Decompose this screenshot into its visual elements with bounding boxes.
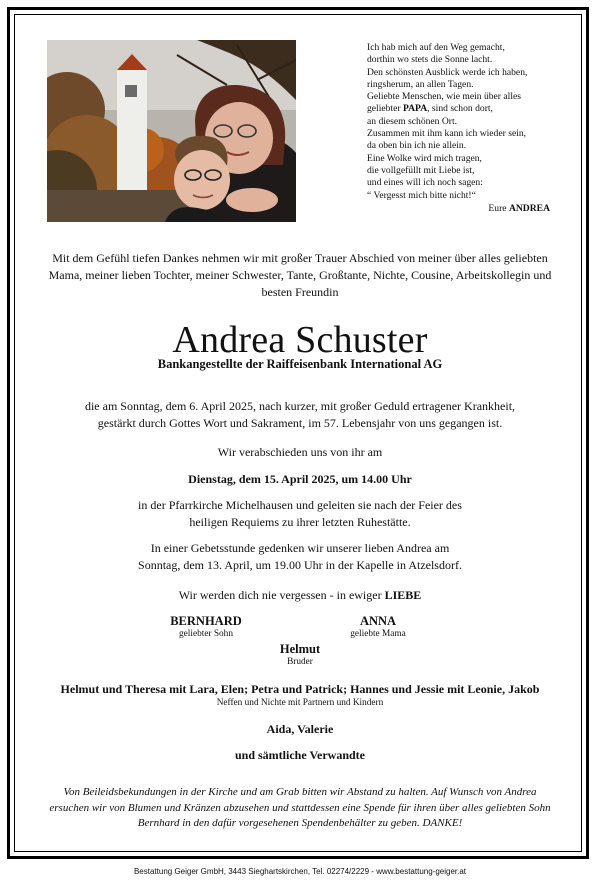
prayer-line: Sonntag, dem 13. April, um 19.00 Uhr in der Kapelle in Atzelsdorf. — [138, 558, 462, 572]
church-line: in der Pfarrkirche Michelhausen und geleiten sie nach der Feier des — [138, 498, 462, 512]
brother-relation: Bruder — [287, 657, 313, 667]
poem-line: Ich hab mich auf den Weg gemacht, — [367, 42, 505, 53]
nephews-relation: Neffen und Nichte mit Partnern und Kindern — [216, 698, 384, 708]
poem — [367, 42, 567, 215]
other-names: Aida, Valerie — [266, 722, 334, 736]
poem-line — [367, 103, 567, 115]
poem-line: Eine Wolke wird mich tragen, — [367, 152, 482, 164]
death-line: gestärkt durch Gottes Wort und Sakrament, im 57. Lebensjahr von uns gegangen ist. — [97, 416, 503, 430]
poem-line: “ Vergesst mich bitte nicht!“ — [367, 189, 476, 201]
signature-prefix: Eure — [488, 202, 507, 214]
church-info — [40, 497, 560, 531]
never-forget-text: Wir werden dich nie vergessen - in ewiger — [178, 588, 382, 602]
poem-signature — [367, 203, 567, 215]
poem-line: ringsherum, an allen Tagen. — [367, 78, 474, 90]
signature-name: ANDREA — [508, 202, 550, 214]
death-notice — [40, 398, 560, 432]
poem-line: die vollgefüllt mit Liebe ist, — [367, 164, 475, 176]
poem-line: Den schönsten Ausblick werde ich haben, — [367, 66, 528, 78]
poem-line: an diesem schönen Ort. — [367, 115, 458, 127]
footer: Bestattung Geiger GmbH, 3443 Sieghartskirchen, Tel. 02274/2229 - www.bestattung-geiger.at — [133, 867, 467, 876]
never-forget — [40, 587, 560, 604]
son-relation: geliebter Sohn — [179, 629, 233, 639]
poem-papa-word: PAPA — [402, 103, 428, 115]
death-line: die am Sonntag, dem 6. April 2025, nach kurzer, mit großer Geduld ertragener Krankheit, — [84, 399, 516, 413]
poem-papa-line: geliebter PAPA, sind schon dort, — [367, 103, 493, 115]
son-name: BERNHARD — [170, 614, 242, 628]
intro-text: Mit dem Gefühl tiefen Dankes nehmen wir mit großer Trauer Abschied von meiner über alles geliebten Mama, meiner lieben Tochter, meiner Schwester, Tante, Großtante, Nichte, Cousine, Arbeitskollegin und besten Freundin — [48, 251, 552, 300]
closing-note: Von Beileidsbekundungen in der Kirche und am Grab bitten wir Abstand zu halten. Auf Wunsch von Andrea ersuchen wir von Blumen und Kränzen abzusehen und stattdessen eine Spende für ihren über alles geliebten Sohn Bernhard in den dafür vorgesehenen Spendenbehälter zu geben. DANKE! — [49, 786, 551, 829]
mother-relation: geliebte Mama — [350, 629, 406, 639]
relatives: und sämtliche Verwandte — [234, 748, 365, 762]
nephews-names: Helmut und Theresa mit Lara, Elen; Petra und Patrick; Hannes und Jessie mit Leonie, Jakob — [60, 682, 540, 696]
never-forget-word: LIEBE — [384, 588, 422, 602]
mother-name: ANNA — [359, 614, 397, 628]
poem-line: dorthin wo stets die Sonne lacht. — [367, 54, 493, 66]
prayer-line: In einer Gebetsstunde gedenken wir unserer lieben Andrea am — [150, 541, 450, 555]
prayer-info — [40, 540, 560, 574]
poem-line: da oben bin ich nie allein. — [367, 140, 467, 152]
brother-name: Helmut — [279, 642, 321, 656]
farewell-intro: Wir verabschieden uns von ihr am — [217, 445, 383, 459]
memorial-photo — [47, 40, 296, 222]
funeral-date: Dienstag, dem 15. April 2025, um 14.00 Uhr — [188, 472, 412, 486]
deceased-name: Andrea Schuster — [172, 319, 428, 361]
poem-line: und eines will ich noch sagen: — [367, 177, 483, 189]
poem-line: Zusammen mit ihm kann ich wieder sein, — [367, 128, 527, 140]
occupation: Bankangestellte der Raiffeisenbank International AG — [157, 357, 443, 371]
church-line: heiligen Requiems zu ihrer letzten Ruhestätte. — [189, 515, 411, 529]
poem-line: Geliebte Menschen, wie mein über alles — [367, 91, 521, 103]
